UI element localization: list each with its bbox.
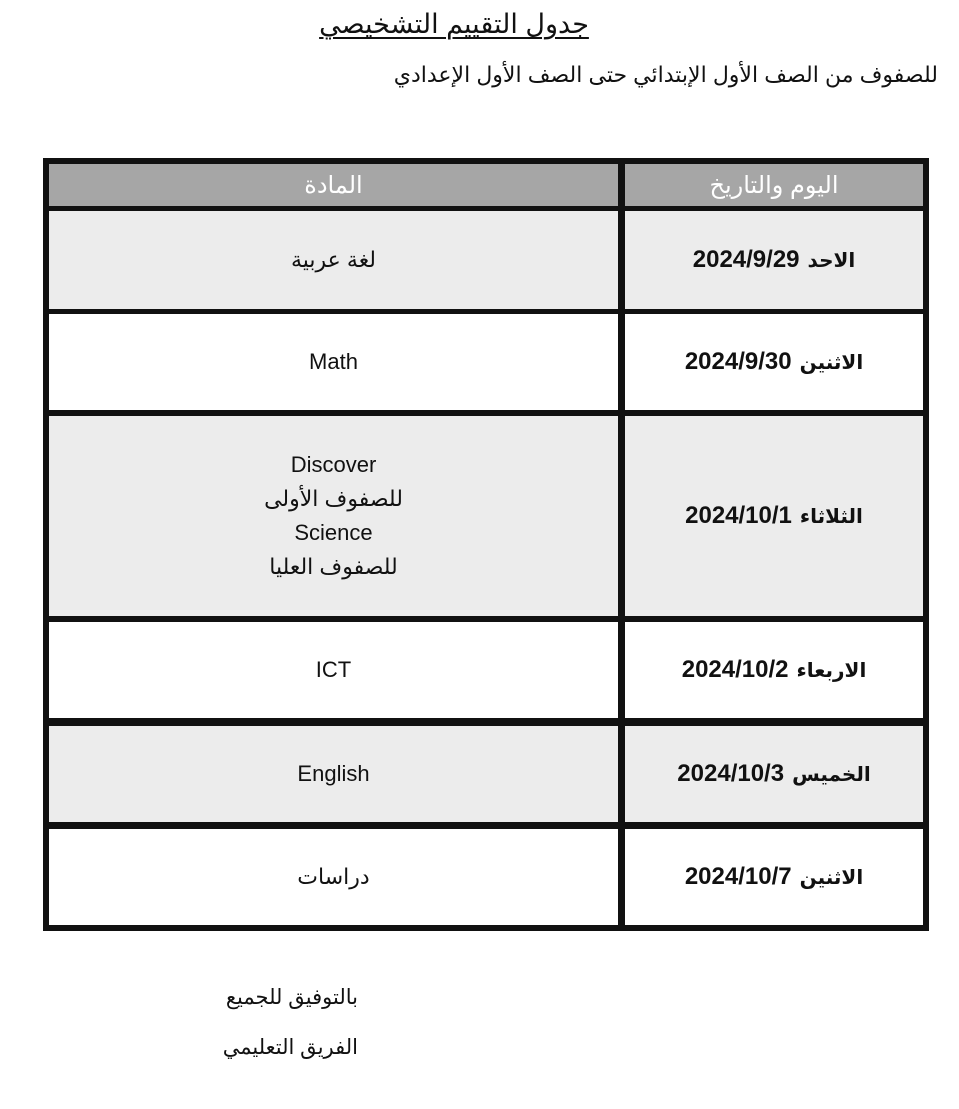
subject-text: ICT xyxy=(315,657,352,682)
subject-text: لغة عربية xyxy=(290,247,377,272)
header-subject xyxy=(49,164,618,206)
subject-cell xyxy=(49,314,618,410)
subject-text: Science xyxy=(294,520,373,545)
subject-cell xyxy=(49,416,618,616)
header-day-date xyxy=(625,164,923,206)
exam-date: 2024/10/3 xyxy=(677,760,785,787)
day-name: الاحد xyxy=(807,249,856,272)
closing-wish: بالتوفيق للجميع xyxy=(225,986,358,1009)
subject-cell xyxy=(49,211,618,309)
day-date-cell xyxy=(625,211,923,309)
subject-cell xyxy=(49,726,618,822)
day-name: الاثنين xyxy=(799,866,864,889)
subject-text: English xyxy=(297,761,370,786)
schedule-table xyxy=(43,158,929,931)
day-date-cell xyxy=(625,622,923,718)
subject-text: دراسات xyxy=(297,864,370,889)
closing-team: الفريق التعليمي xyxy=(222,1036,358,1059)
subject-text: للصفوف الأولى xyxy=(264,486,403,511)
day-name: الاثنين xyxy=(799,351,864,374)
day-name: الخميس xyxy=(792,763,871,786)
exam-date: 2024/9/30 xyxy=(684,348,792,375)
subject-text: للصفوف العليا xyxy=(269,554,398,579)
day-date-cell xyxy=(625,314,923,410)
subject-text: Math xyxy=(309,349,358,374)
subject-cell xyxy=(49,829,618,925)
document-subtitle: للصفوف من الصف الأول الإبتدائي حتى الصف الأول الإعدادي xyxy=(393,62,938,87)
day-date-cell xyxy=(625,416,923,616)
day-name: الاربعاء xyxy=(796,659,867,682)
subject-text: Discover xyxy=(290,452,377,477)
header-day-date-label: اليوم والتاريخ xyxy=(709,171,839,199)
exam-date: 2024/9/29 xyxy=(692,246,800,273)
document-title: جدول التقييم التشخيصي xyxy=(319,9,589,39)
exam-date: 2024/10/1 xyxy=(685,502,792,529)
day-date-cell xyxy=(625,829,923,925)
exam-date: 2024/10/7 xyxy=(684,863,792,890)
subject-cell xyxy=(49,622,618,718)
header-subject-label: المادة xyxy=(304,171,363,199)
day-name: الثلاثاء xyxy=(799,505,863,528)
day-date-cell xyxy=(625,726,923,822)
exam-date: 2024/10/2 xyxy=(681,656,789,683)
